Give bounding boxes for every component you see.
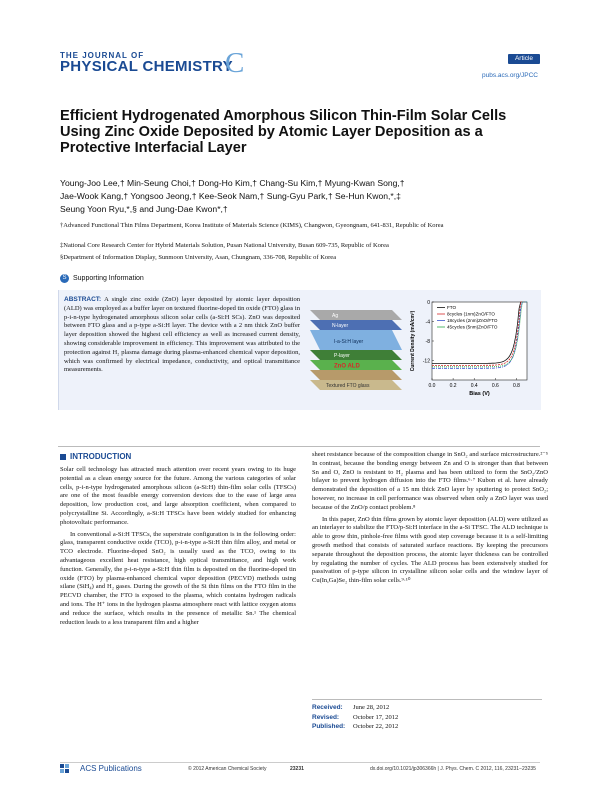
paragraph: In this paper, ZnO thin films grown by atomic layer deposition (ALD) were utilized as an interlayer to stabilize the FTO/p-Si:H interface in the a-Si TFSC. The ALD technique is able to grow thin, pinhole-free films with good step coverage because it is a self-limiting growth method that consists of saturated surface reactions. By keeping the precursors separate throughout the deposition process, the atomic layer thickness can be controlled by regulating the number of cycles. The ALD process has been extensively studied for passivation of p-type silicon in crystalline silicon solar cells and the window layer of Cu(In,Ga)Se₂ thin-film solar cells.⁹·¹⁰ [312,515,548,585]
paragraph: Solar cell technology has attracted much attention over recent years owing to its huge potential as a clean energy source for the future. Among the various categories of solar cells, p-i-n-type hydrogenated amorphous silicon (a-Si:H) thin-film solar cells (TFSCs) are one of the most feasible energy conversion devices due to the ease of large area deposition, low production cost, and large absorption coefficient, when compared to polycrystalline Si. Accordingly, a-Si:H TFSCs have been widely studied for enhancing photovoltaic performance. [60,466,296,526]
layer-label: Ag [332,313,339,319]
abstract-body: A single zinc oxide (ZnO) layer deposited by atomic layer deposition (ALD) was employed as a buffer layer on textured fluorine-doped tin oxide (FTO) glass in p-i-n-type hydrogenated amorphous silicon solar cells (a-Si:H SCs). ZnO was deposited between FTO glass and a p-type a-Si:H layer. The device with a 2 nm thick ZnO buffer layer deposition showed the highest cell efficiency as well as increased current density, showing considerable improvement in efficiency. This improvement was attributed to the protection against H₂ plasma damage during plasma-enhanced chemical vapor deposition, which was confirmed by electrical impedance, conductivity, and optical transmittance measurements. [64,296,300,374]
x-axis-label: Bias (V) [469,391,490,397]
x-tick-label: 0.0 [428,383,436,389]
section-divider [58,446,540,447]
author-line: Jae-Wook Kang,† Yongsoo Jeong,† Kee-Seok Nam,† Sung-Gyu Park,† Se-Hun Kwon,*,‡ [60,191,401,201]
y-tick-label: -4 [425,319,430,326]
author-line: Young-Joo Lee,† Min-Seung Choi,† Dong-Ho Kim,† Chang-Su Kim,† Myung-Kwan Song,† [60,178,405,188]
affiliation: §Department of Information Display, Sunmoon University, Asan, Chungnam, 336-708, Republic of Korea [60,254,337,261]
y-tick-label: -8 [425,338,430,345]
n-layer [310,320,402,330]
revised-label: Revised: [312,713,340,721]
p-layer [310,350,402,360]
journal-top-line: THE JOURNAL OF [60,51,145,60]
acs-publications-logo[interactable] [60,764,142,773]
supporting-info-label: Supporting Information [73,275,144,282]
textured-fto-layer [310,370,402,380]
left-column [60,466,296,627]
legend-entry: 18cycles (2nm)ZnO/FTO [447,318,498,323]
journal-name: PHYSICAL CHEMISTRY [60,58,233,75]
x-tick-label: 0.6 [491,383,499,389]
affiliation: ‡National Core Research Center for Hybrid Materials Solution, Pusan National University, Busan 609-735, Republic of Korea [60,242,389,249]
x-tick-label: 0.8 [512,383,520,389]
layer-label: N-layer [332,323,349,329]
received-date: June 28, 2012 [353,704,390,711]
legend-entry: 45cycles (5nm)ZnO/FTO [447,324,498,330]
footer-divider [60,762,540,763]
layer-label: ZnO ALD [334,363,360,370]
publication-dates [312,699,542,732]
abstract-text [64,296,300,375]
legend-entry: FTO [447,305,457,310]
author-line: Seung Yoon Ryu,*,§ and Jung-Dae Kwon*,† [60,204,228,214]
supporting-info-icon: S [60,274,69,283]
paragraph: In conventional a-Si:H TFSCs, the superstrate configuration is in the following order: glass, transparent conductive oxide (TCO), p-i-n-type a-Si:H thin film alloy, and metal or TCO electrode. Fluorine-doped SnO₂ is usually used as the TCO, owing to its advantageous excellent heat resistance, high optical transmittance, and high work function. Generally, the p-i-n-type a-Si:H thin film is deposited on the fluorine-doped tin oxide (FTO) by plasma-enhanced chemical vapor deposition (PECVD) methods using silane (SiH₄) and H₂ gases. During the growth of the Si thin films on the FTO film in the PECVD chamber, the FTO is exposed to the plasma, which contains hydrogen radicals and ions. The H⁺ ions in the hydrogen plasma atmosphere react with lattice oxygen atoms and reduce the surface, which results in the presence of metallic Sn.¹ The chemical reduction leads to a less transparent film and a higher [60,530,296,626]
citation-doi[interactable]: dx.doi.org/10.1021/jp306366h | J. Phys. Chem. C 2012, 116, 23231−23235 [370,766,536,772]
layer-label: I-a-Si:H layer [334,339,364,345]
page-number: 23231 [290,766,304,772]
author-list [60,177,540,216]
x-tick-label: 0.4 [470,383,478,389]
ag-layer [310,310,402,320]
section-heading-label: INTRODUCTION [70,452,132,461]
x-tick-label: 0.2 [449,383,457,389]
published-label: Published: [312,723,346,730]
affiliation: †Advanced Functional Thin Films Department, Korea Institute of Materials Science (KIMS), Changwon, Gyeongnam, 641-831, Republic of Korea [60,222,444,229]
paragraph: sheet resistance because of the composition change in SnO₂ and surface microstructure.²⁻⁵ In contrast, because the bonding energy between Zn and O is stronger than that between Sn and O, ZnO is resistant to H₂ plasma and has been utilized to form the SnO₂/ZnO bilayer to prevent hydrogen diffusion into the FTO films.⁶·⁷ Kubon et al. have already demonstrated the deposition of a 15 nm thick ZnO layer by sputtering to protect SnO₂; however, no increase in cell performance was observed when only a ZnO layer was used because of the ZnO/p contact problem.⁸ [312,451,548,511]
supporting-information-link[interactable] [60,274,144,283]
copyright-notice: © 2012 American Chemical Society [188,766,267,772]
abstract-label: ABSTRACT: [64,296,102,303]
received-label: Received: [312,704,343,711]
publisher-name: ACS Publications [80,764,142,773]
jv-chart [410,300,527,397]
section-heading [60,452,131,461]
legend-entry: 8cycles (1nm)ZnO/FTO [447,311,495,317]
journal-url-link[interactable]: pubs.acs.org/JPCC [482,72,538,79]
right-column [312,451,548,586]
revised-date: October 17, 2012 [353,713,399,721]
article-type-badge: Article [508,54,540,64]
paper-title: Efficient Hydrogenated Amorphous Silicon Thin-Film Solar Cells Using Zinc Oxide Deposited by Atomic Layer Deposition as a Protective Interfacial Layer [60,108,507,156]
published-date: October 22, 2012 [353,723,399,730]
device-stack-diagram [310,310,402,390]
layer-label: P-layer [334,353,350,359]
journal-section-letter: C [225,47,245,79]
y-axis-label: Current Density (mA/cm²) [410,310,416,372]
y-tick-label: 0 [427,299,430,306]
acs-logo-icon [60,764,76,773]
abstract-graphic [302,296,538,408]
section-bullet-icon [60,454,66,460]
layer-label: Textured FTO glass [326,383,370,389]
y-tick-label: -12 [422,358,430,365]
